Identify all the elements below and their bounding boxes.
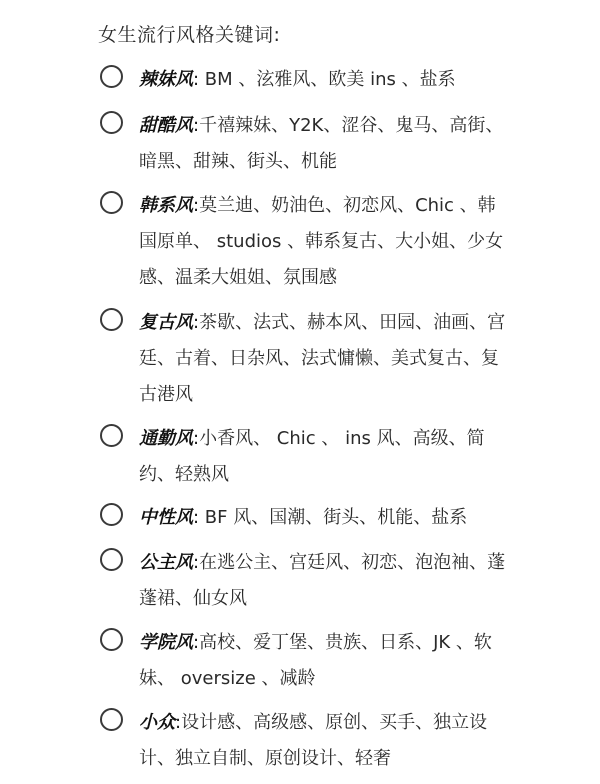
style-keywords: 千禧辣妹、Y2K、涩谷、鬼马、高街、暗黑、甜辣、街头、机能 <box>139 115 504 172</box>
style-name: 辣妹风 <box>139 69 193 90</box>
radio-button[interactable] <box>100 111 123 134</box>
style-name: 学院风 <box>139 632 193 653</box>
radio-button[interactable] <box>100 191 123 214</box>
separator: : <box>193 312 200 333</box>
style-keywords: 小香风、 Chic 、 ins 风、高级、简约、轻熟风 <box>139 428 485 485</box>
separator: : <box>193 632 200 653</box>
option-text <box>139 62 509 98</box>
radio-button[interactable] <box>100 548 123 571</box>
separator: : <box>193 69 200 90</box>
style-name: 中性风 <box>139 507 193 528</box>
radio-button[interactable] <box>100 503 123 526</box>
style-name: 小众 <box>139 712 175 733</box>
style-keywords: 设计感、高级感、原创、买手、独立设计、独立自制、原创设计、轻奢 <box>139 712 488 769</box>
style-name: 复古风 <box>139 312 193 333</box>
option-text <box>139 545 509 617</box>
radio-button[interactable] <box>100 65 123 88</box>
option-text <box>139 625 509 697</box>
option-text <box>139 500 509 536</box>
separator: : <box>193 195 200 216</box>
option-text <box>139 421 509 493</box>
option-text <box>139 108 509 180</box>
option-text <box>139 305 509 413</box>
radio-button[interactable] <box>100 708 123 731</box>
option-text <box>139 705 509 777</box>
style-name: 公主风 <box>139 552 193 573</box>
page-heading: 女生流行风格关键词: <box>98 24 281 46</box>
style-keywords: 高校、爱丁堡、贵族、日系、JK 、软妹、 oversize 、减龄 <box>139 632 492 689</box>
separator: : <box>193 507 200 528</box>
separator: : <box>193 115 200 136</box>
separator: : <box>175 712 182 733</box>
style-name: 通勤风 <box>139 428 193 449</box>
separator: : <box>193 428 200 449</box>
style-name: 甜酷风 <box>139 115 193 136</box>
style-keywords: 在逃公主、宫廷风、初恋、泡泡袖、蓬蓬裙、仙女风 <box>139 552 506 609</box>
style-keywords: 茶歇、法式、赫本风、田园、油画、宫廷、古着、日杂风、法式慵懒、美式复古、复古港风 <box>139 312 506 405</box>
separator: : <box>193 552 200 573</box>
style-keywords: BF 风、国潮、街头、机能、盐系 <box>199 507 468 528</box>
radio-button[interactable] <box>100 628 123 651</box>
style-name: 韩系风 <box>139 195 193 216</box>
style-keywords: 莫兰迪、奶油色、初恋风、Chic 、韩国原单、 studios 、韩系复古、大小姐、少女感、温柔大姐姐、氛围感 <box>139 195 504 288</box>
style-keywords: BM 、泫雅风、欧美 ins 、盐系 <box>199 69 456 90</box>
option-text <box>139 188 509 296</box>
radio-button[interactable] <box>100 308 123 331</box>
radio-button[interactable] <box>100 424 123 447</box>
